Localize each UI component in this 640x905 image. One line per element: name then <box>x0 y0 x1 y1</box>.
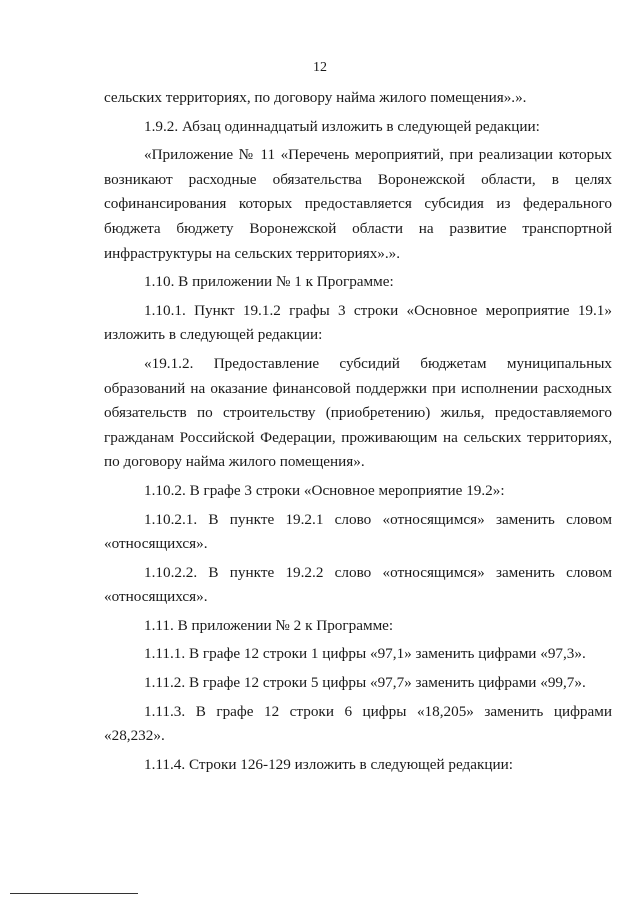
paragraph-19-1-2: «19.1.2. Предоставление субсидий бюджетам муниципальных образований на оказание финансовой поддержки при исполнении расходных обязательств по строительству (приобретению) жилья, предоставляемого гражданам Российской Федерации, проживающим на сельских территориях, по договору найма жилого помещения». <box>104 354 612 471</box>
page-number: 12 <box>313 60 327 75</box>
paragraph-1-10-2-2: 1.10.2.2. В пункте 19.2.2 слово «относящимся» заменить словом «относящихся». <box>104 563 612 606</box>
paragraph-1-10-2: 1.10.2. В графе 3 строки «Основное мероприятие 19.2»: <box>144 481 505 499</box>
paragraph-1-10: 1.10. В приложении № 1 к Программе: <box>144 273 394 291</box>
paragraph-1-11-1: 1.11.1. В графе 12 строки 1 цифры «97,1» заменить цифрами «97,3». <box>144 645 586 663</box>
paragraph-1-10-1: 1.10.1. Пункт 19.1.2 графы 3 строки «Основное мероприятие 19.1» изложить в следующей редакции: <box>104 301 612 344</box>
paragraph-1-11: 1.11. В приложении № 2 к Программе: <box>144 616 394 634</box>
paragraph-1-9-2: 1.9.2. Абзац одиннадцатый изложить в следующей редакции: <box>144 117 540 135</box>
paragraph-1-10-2-1: 1.10.2.1. В пункте 19.2.1 слово «относящимся» заменить словом «относящихся». <box>104 510 612 553</box>
paragraph-1-11-3: 1.11.3. В графе 12 строки 6 цифры «18,205» заменить цифрами «28,232». <box>104 702 612 745</box>
document-body <box>104 86 612 777</box>
paragraph-1-11-2: 1.11.2. В графе 12 строки 5 цифры «97,7» заменить цифрами «99,7». <box>144 674 586 692</box>
paragraph-appendix-11: «Приложение № 11 «Перечень мероприятий, при реализации которых возникают расходные обязательства Воронежской области, в целях софинансирования которых предоставляется субсидия из федерального бюджета бюджету Воронежской области на развитие транспортной инфраструктуры на сельских территориях».». <box>104 146 612 262</box>
paragraph-continuation: сельских территориях, по договору найма жилого помещения».». <box>104 89 527 106</box>
footer-rule <box>10 893 138 894</box>
paragraph-1-11-4: 1.11.4. Строки 126-129 изложить в следующей редакции: <box>144 755 514 773</box>
